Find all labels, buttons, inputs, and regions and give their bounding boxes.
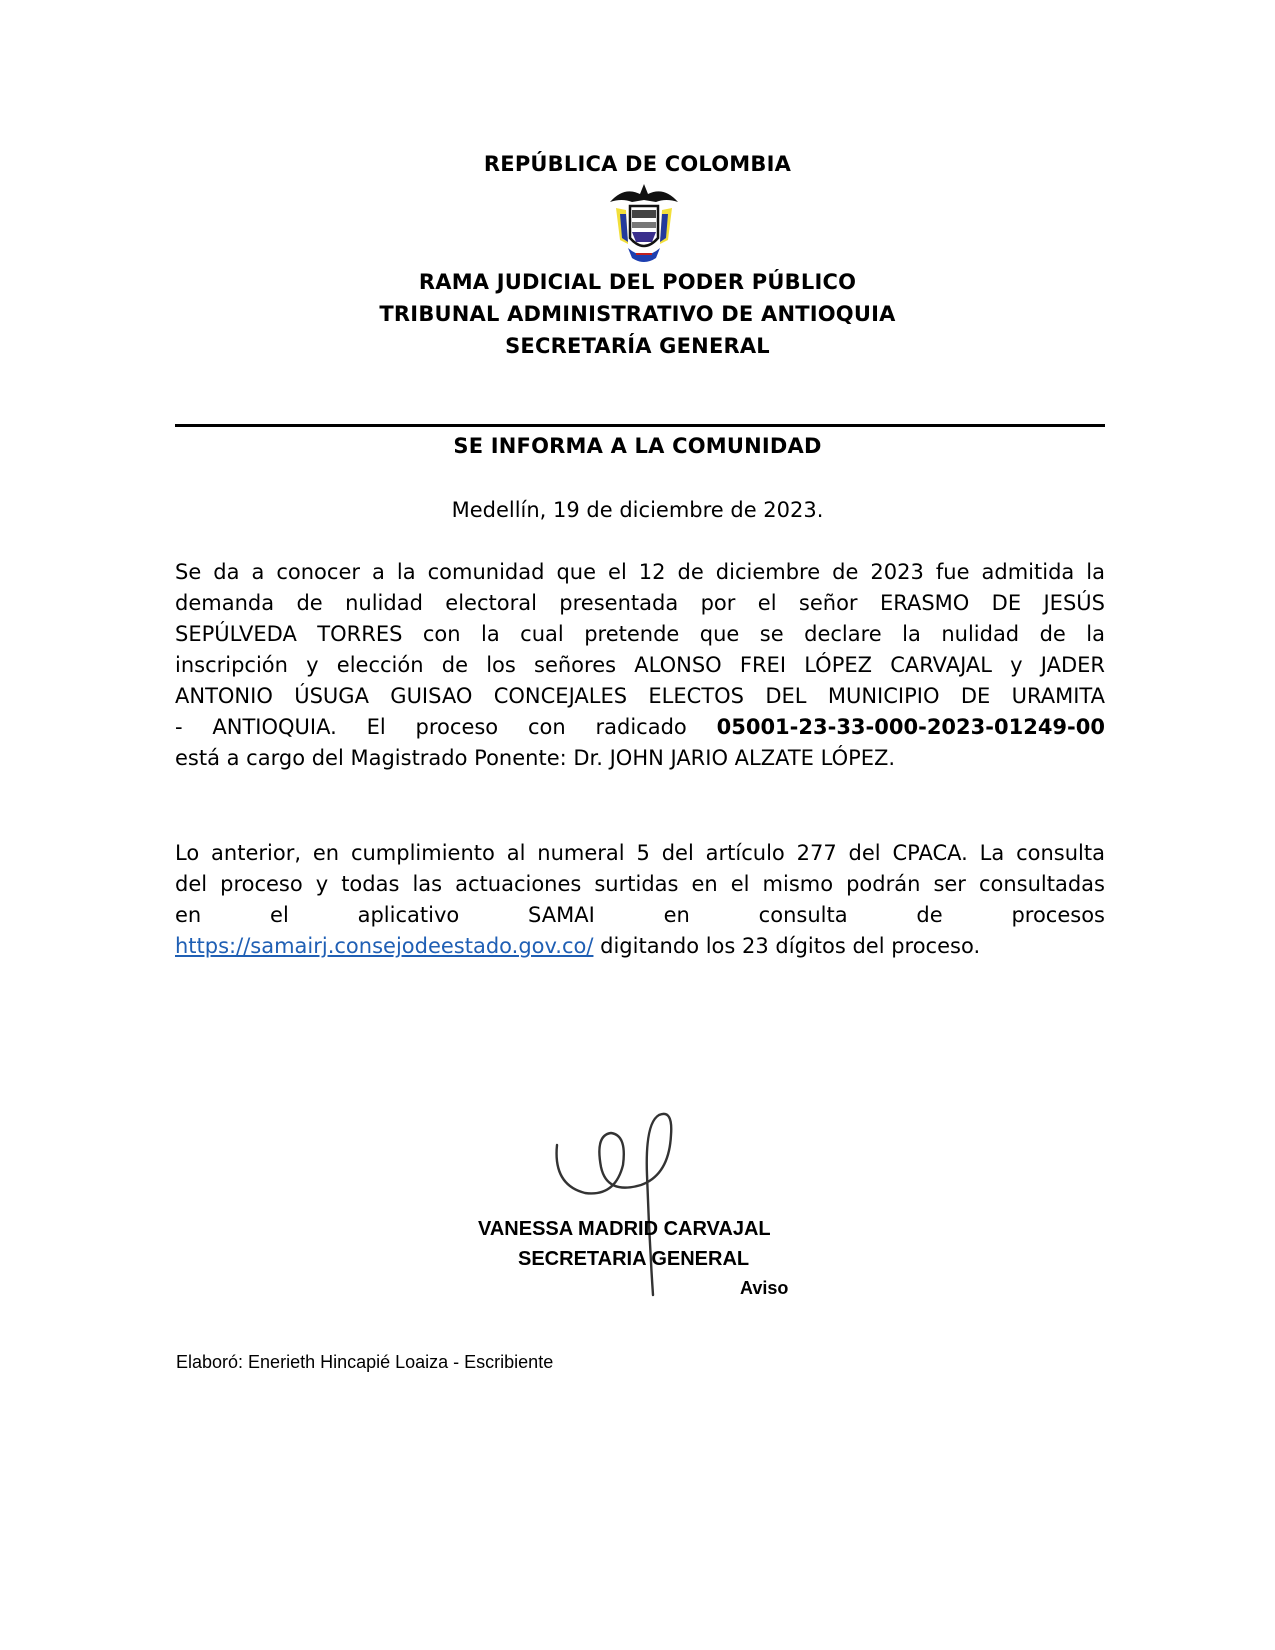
- coat-of-arms-icon: [606, 180, 682, 266]
- paragraph-line: SEPÚLVEDA TORRES con la cual pretende que se declare la nulidad de la: [175, 622, 1105, 646]
- secretariat-heading: SECRETARÍA GENERAL: [505, 334, 770, 358]
- paragraph-line: inscripción y elección de los señores ALONSO FREI LÓPEZ CARVAJAL y JADER: [175, 653, 1105, 677]
- paragraph-line: demanda de nulidad electoral presentada por el señor ERASMO DE JESÚS: [175, 591, 1105, 615]
- notice-paragraph-2: [175, 838, 1105, 962]
- header-divider: [175, 424, 1105, 427]
- notice-paragraph-1: [175, 557, 1105, 774]
- signatory-role: SECRETARIA GENERAL: [518, 1248, 750, 1270]
- case-number: 05001-23-33-000-2023-01249-00: [716, 715, 1105, 739]
- link-suffix: digitando los 23 dígitos del proceso.: [593, 934, 981, 958]
- tribunal-heading: TRIBUNAL ADMINISTRATIVO DE ANTIOQUIA: [379, 302, 896, 326]
- judicial-branch-heading: RAMA JUDICIAL DEL PODER PÚBLICO: [418, 270, 857, 294]
- radicado-prefix: - ANTIOQUIA. El proceso con radicado: [175, 715, 687, 739]
- paragraph-line: en el aplicativo SAMAI en consulta de procesos: [175, 903, 1105, 927]
- samai-link[interactable]: https://samairj.consejodeestado.gov.co/: [175, 934, 594, 958]
- prepared-by: Elaboró: Enerieth Hincapié Loaiza - Escribiente: [176, 1352, 554, 1372]
- paragraph-line: Lo anterior, en cumplimiento al numeral 5 del artículo 277 del CPACA. La consulta: [175, 841, 1105, 865]
- notice-title: SE INFORMA A LA COMUNIDAD: [453, 434, 822, 458]
- paragraph-line: está a cargo del Magistrado Ponente: Dr. JOHN JARIO ALZATE LÓPEZ.: [175, 746, 896, 770]
- paragraph-line: [175, 712, 1105, 743]
- paragraph-line: del proceso y todas las actuaciones surtidas en el mismo podrán ser consultadas: [175, 872, 1105, 896]
- paragraph-line: [175, 931, 1105, 962]
- date-line: Medellín, 19 de diciembre de 2023.: [451, 498, 824, 522]
- paragraph-line: Se da a conocer a la comunidad que el 12 de diciembre de 2023 fue admitida la: [175, 560, 1105, 584]
- handwritten-signature: [545, 1105, 715, 1305]
- country-heading: REPÚBLICA DE COLOMBIA: [483, 152, 792, 176]
- signatory-name: VANESSA MADRID CARVAJAL: [478, 1218, 771, 1240]
- document-type-note: Aviso: [740, 1278, 789, 1298]
- paragraph-line: ANTONIO ÚSUGA GUISAO CONCEJALES ELECTOS DEL MUNICIPIO DE URAMITA: [175, 684, 1105, 708]
